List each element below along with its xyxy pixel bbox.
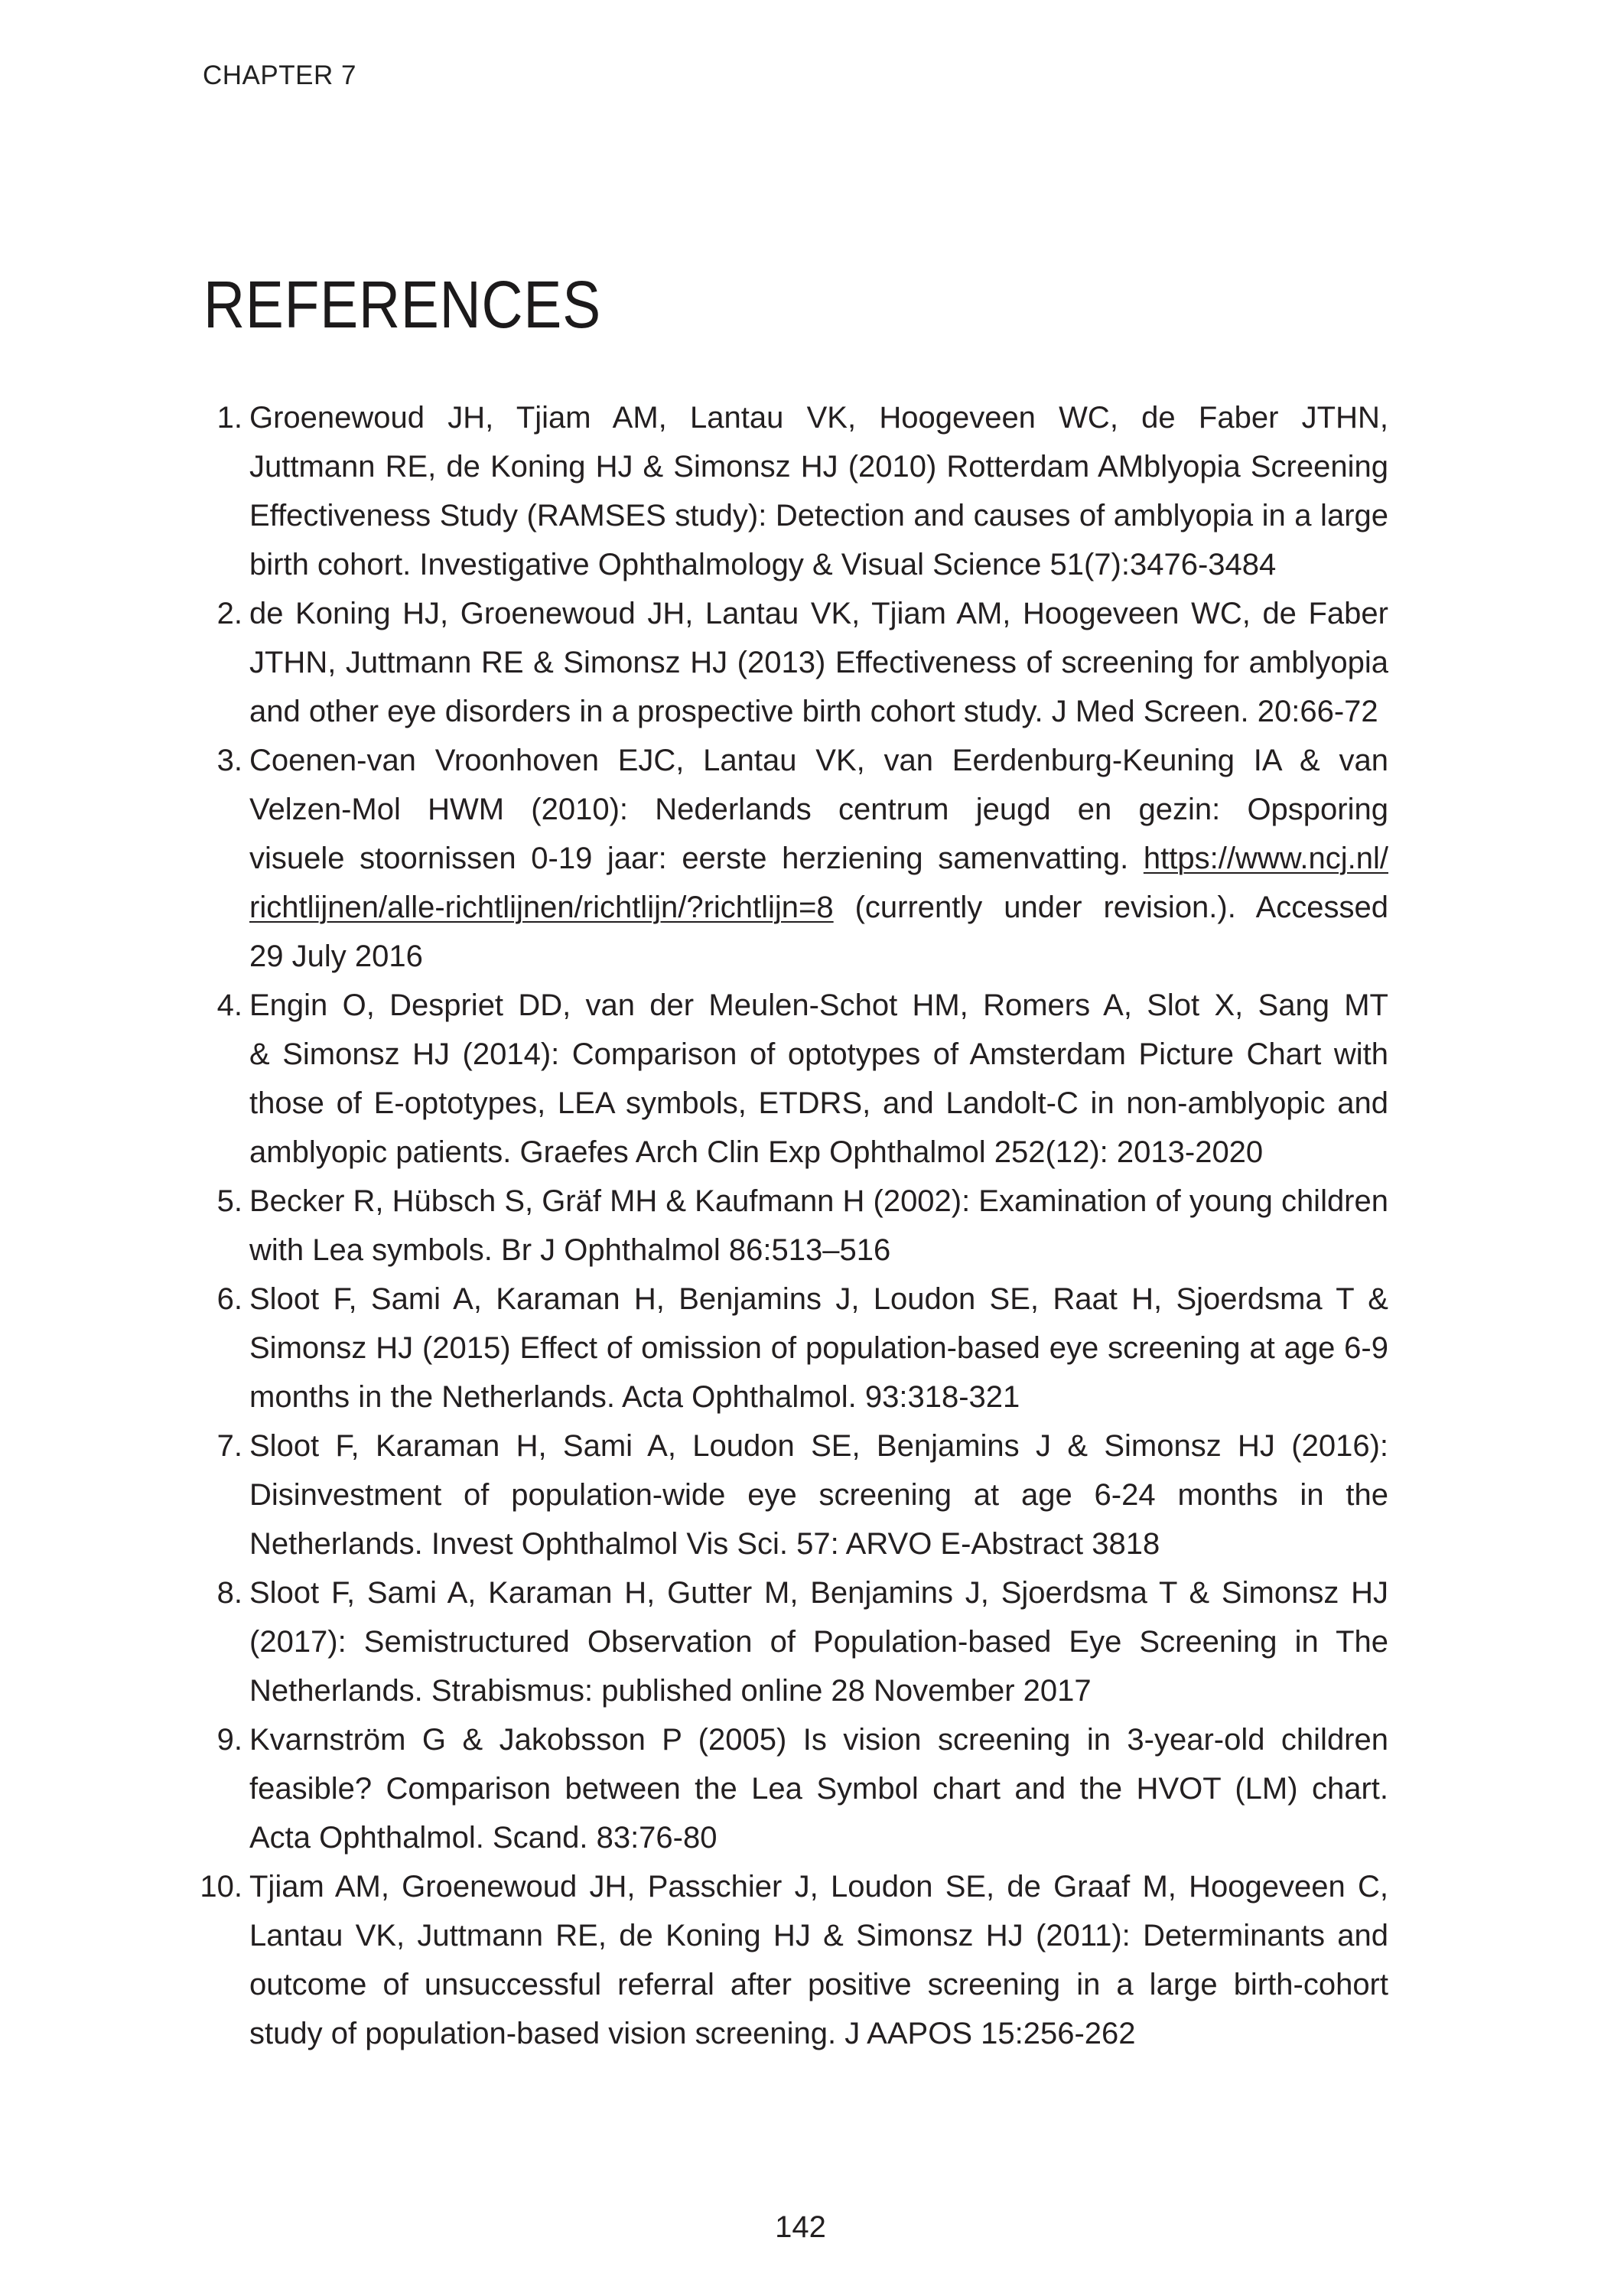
- reference-line: [249, 491, 1388, 540]
- reference-line: [249, 687, 1388, 736]
- reference-text-segment: & Simonsz HJ (2014): Comparison of optotypes of Amsterdam Picture Chart with: [249, 1037, 1388, 1071]
- reference-text-segment: Coenen-van Vroonhoven EJC, Lantau VK, van Eerdenburg-Keuning IA & van: [249, 744, 1388, 777]
- reference-text-segment: Sloot F, Karaman H, Sami A, Loudon SE, Benjamins J & Simonsz HJ (2016):: [249, 1429, 1388, 1463]
- reference-link[interactable]: richtlijnen/alle-richtlijnen/richtlijn/?richtlijn=8: [249, 891, 834, 924]
- reference-item: [0, 393, 1601, 589]
- reference-line: [249, 1177, 1388, 1226]
- reference-text-segment: Becker R, Hübsch S, Gräf MH & Kaufmann H (2002): Examination of young children: [249, 1184, 1388, 1218]
- reference-line: [249, 1470, 1388, 1519]
- reference-line: [249, 1079, 1388, 1128]
- reference-item: [0, 589, 1601, 736]
- reference-text-segment: (currently under revision.). Accessed: [833, 891, 1388, 924]
- reference-link[interactable]: https://www.ncj.nl/: [1143, 842, 1388, 875]
- reference-line: [249, 1764, 1388, 1813]
- reference-text-segment: visuele stoornissen 0-19 jaar: eerste herziening samenvatting.: [249, 842, 1144, 875]
- reference-line: [249, 834, 1388, 883]
- reference-line: [249, 1911, 1388, 1960]
- reference-text-segment: Velzen-Mol HWM (2010): Nederlands centrum jeugd en gezin: Opsporing: [249, 793, 1388, 826]
- reference-text-segment: Tjiam AM, Groenewoud JH, Passchier J, Loudon SE, de Graaf M, Hoogeveen C,: [249, 1870, 1388, 1904]
- reference-line: [249, 1617, 1388, 1666]
- running-head: CHAPTER 7: [203, 60, 356, 90]
- reference-text-segment: Netherlands. Strabismus: published online 28 November 2017: [249, 1674, 1092, 1708]
- reference-number: 7.: [216, 1429, 242, 1463]
- reference-line: [249, 589, 1388, 638]
- reference-line: [249, 2009, 1388, 2058]
- reference-item: [0, 736, 1601, 981]
- reference-number: 8.: [216, 1576, 242, 1610]
- reference-text-segment: feasible? Comparison between the Lea Symbol chart and the HVOT (LM) chart.: [249, 1772, 1388, 1806]
- reference-text-segment: Juttmann RE, de Koning HJ & Simonsz HJ (2010) Rotterdam AMblyopia Screening: [249, 450, 1388, 484]
- reference-text-segment: study of population-based vision screening. J AAPOS 15:256-262: [249, 2017, 1136, 2050]
- reference-line: [249, 1128, 1388, 1177]
- reference-number: 4.: [216, 988, 242, 1022]
- reference-line: [249, 1324, 1388, 1373]
- reference-item: [0, 1275, 1601, 1422]
- reference-line: [249, 1666, 1388, 1715]
- reference-text-segment: de Koning HJ, Groenewoud JH, Lantau VK, Tjiam AM, Hoogeveen WC, de Faber: [249, 597, 1388, 630]
- reference-text-segment: months in the Netherlands. Acta Ophthalmol. 93:318-321: [249, 1380, 1020, 1414]
- reference-line: [249, 540, 1388, 589]
- reference-text-segment: (2017): Semistructured Observation of Population-based Eye Screening in The: [249, 1625, 1388, 1659]
- reference-line: [249, 1030, 1388, 1079]
- reference-number: 6.: [216, 1282, 242, 1316]
- reference-text-segment: with Lea symbols. Br J Ophthalmol 86:513–516: [249, 1233, 891, 1267]
- reference-line: [249, 1373, 1388, 1422]
- reference-number: 3.: [216, 744, 242, 777]
- reference-text-segment: amblyopic patients. Graefes Arch Clin Exp Ophthalmol 252(12): 2013-2020: [249, 1135, 1264, 1169]
- reference-item: [0, 1422, 1601, 1568]
- reference-text-segment: JTHN, Juttmann RE & Simonsz HJ (2013) Effectiveness of screening for amblyopia: [249, 646, 1388, 679]
- reference-number: 10.: [200, 1870, 242, 1904]
- reference-text-segment: Kvarnström G & Jakobsson P (2005) Is vision screening in 3-year-old children: [249, 1723, 1388, 1757]
- reference-item: [0, 981, 1601, 1177]
- reference-line: [249, 1813, 1388, 1862]
- reference-line: [249, 1422, 1388, 1470]
- reference-text-segment: Disinvestment of population-wide eye screening at age 6-24 months in the: [249, 1478, 1388, 1512]
- reference-item: [0, 1568, 1601, 1715]
- reference-text-segment: Groenewoud JH, Tjiam AM, Lantau VK, Hoogeveen WC, de Faber JTHN,: [249, 401, 1388, 435]
- reference-number: 2.: [216, 597, 242, 630]
- reference-text-segment: Engin O, Despriet DD, van der Meulen-Schot HM, Romers A, Slot X, Sang MT: [249, 988, 1388, 1022]
- reference-line: [249, 1519, 1388, 1568]
- reference-item: [0, 1177, 1601, 1275]
- section-title: REFERENCES: [203, 268, 601, 342]
- reference-text-segment: Sloot F, Sami A, Karaman H, Gutter M, Benjamins J, Sjoerdsma T & Simonsz HJ: [249, 1576, 1388, 1610]
- reference-item: [0, 1862, 1601, 2058]
- reference-line: [249, 1568, 1388, 1617]
- reference-line: [249, 736, 1388, 785]
- reference-line: [249, 1862, 1388, 1911]
- reference-line: [249, 932, 1388, 981]
- reference-number: 9.: [216, 1723, 242, 1757]
- reference-text-segment: Netherlands. Invest Ophthalmol Vis Sci. 57: ARVO E-Abstract 3818: [249, 1527, 1160, 1561]
- reference-line: [249, 1960, 1388, 2009]
- reference-number: 1.: [216, 401, 242, 435]
- reference-line: [249, 638, 1388, 687]
- reference-line: [249, 1275, 1388, 1324]
- reference-text-segment: 29 July 2016: [249, 940, 423, 973]
- reference-line: [249, 393, 1388, 442]
- reference-text-segment: outcome of unsuccessful referral after positive screening in a large birth-cohort: [249, 1968, 1388, 2001]
- reference-line: [249, 883, 1388, 932]
- reference-text-segment: and other eye disorders in a prospective birth cohort study. J Med Screen. 20:66-72: [249, 695, 1378, 728]
- reference-text-segment: Effectiveness Study (RAMSES study): Detection and causes of amblyopia in a large: [249, 499, 1388, 532]
- reference-line: [249, 442, 1388, 491]
- reference-text-segment: Simonsz HJ (2015) Effect of omission of population-based eye screening at age 6-9: [249, 1331, 1388, 1365]
- reference-number: 5.: [216, 1184, 242, 1218]
- reference-item: [0, 1715, 1601, 1862]
- reference-text-segment: Sloot F, Sami A, Karaman H, Benjamins J, Loudon SE, Raat H, Sjoerdsma T &: [249, 1282, 1388, 1316]
- reference-text-segment: birth cohort. Investigative Ophthalmology & Visual Science 51(7):3476-3484: [249, 548, 1277, 581]
- reference-line: [249, 1226, 1388, 1275]
- reference-text-segment: those of E-optotypes, LEA symbols, ETDRS, and Landolt-C in non-amblyopic and: [249, 1086, 1388, 1120]
- reference-line: [249, 1715, 1388, 1764]
- page-number: 142: [775, 2210, 826, 2244]
- reference-list: [0, 393, 1601, 2058]
- reference-line: [249, 785, 1388, 834]
- reference-text-segment: Lantau VK, Juttmann RE, de Koning HJ & Simonsz HJ (2011): Determinants and: [249, 1919, 1388, 1952]
- reference-text-segment: Acta Ophthalmol. Scand. 83:76-80: [249, 1821, 718, 1855]
- reference-line: [249, 981, 1388, 1030]
